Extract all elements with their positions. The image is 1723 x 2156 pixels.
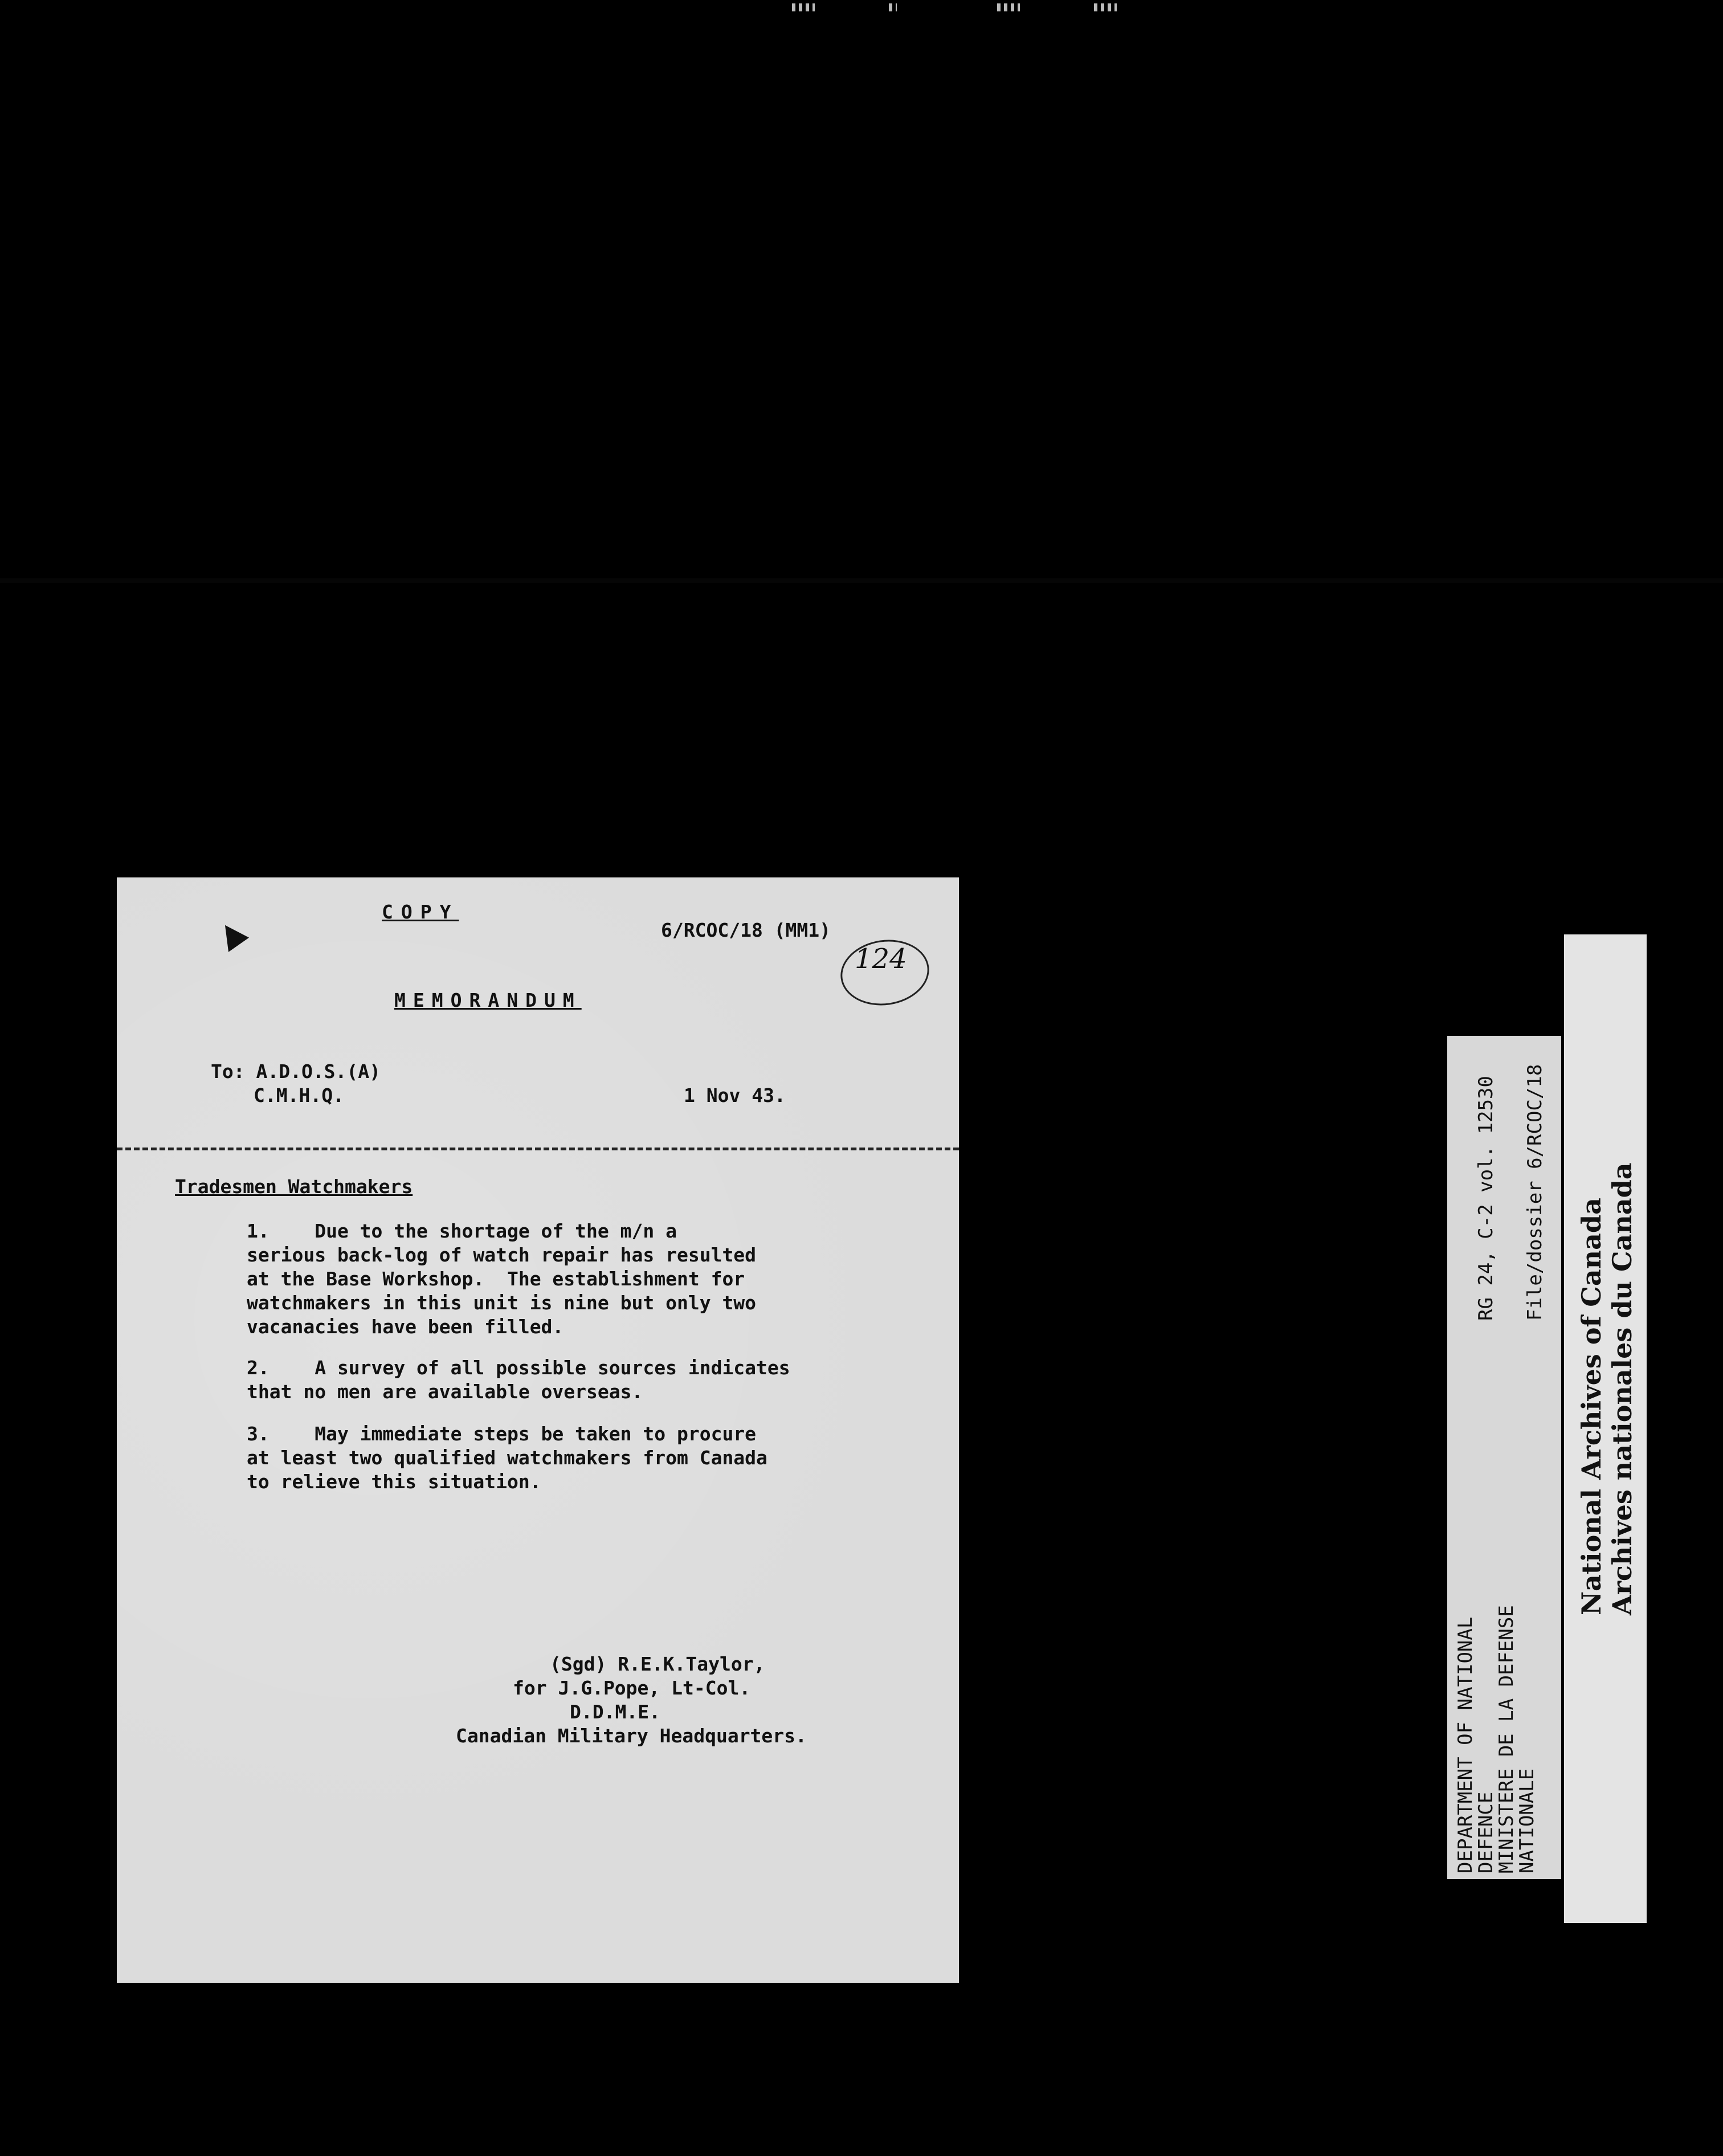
national-archives-label <box>1564 934 1647 1923</box>
file-reference: 6/RCOC/18 (MM1) <box>661 919 831 941</box>
para-line: serious back-log of watch repair has resulted <box>247 1244 757 1266</box>
header-rule <box>117 1148 959 1150</box>
para-line: at the Base Workshop. The establishment for <box>247 1268 745 1290</box>
to-line-2: C.M.H.Q. <box>254 1084 344 1106</box>
signature-line: for J.G.Pope, Lt-Col. <box>513 1677 751 1699</box>
para-line: to relieve this situation. <box>247 1471 541 1493</box>
folio-number: 124 <box>855 943 907 975</box>
film-edge-marks <box>786 0 1140 17</box>
archives-name-en: National Archives of Canada <box>1576 1198 1607 1615</box>
para-line: that no men are available overseas. <box>247 1381 643 1403</box>
para-line: vacanacies have been filled. <box>247 1316 564 1338</box>
archive-reference-slip <box>1447 1036 1561 1879</box>
para-line: watchmakers in this unit is nine but only two <box>247 1292 757 1314</box>
signature-line: D.D.M.E. <box>570 1701 660 1723</box>
dept-line: NATIONALE <box>1516 1768 1538 1873</box>
memo-page <box>117 877 959 1983</box>
record-group-ref: RG 24, C-2 vol. 12530 <box>1475 1076 1497 1321</box>
copy-label: COPY <box>382 901 459 923</box>
para-line: 2. A survey of all possible sources indicates <box>247 1357 790 1379</box>
para-line: 3. May immediate steps be taken to procure <box>247 1423 757 1445</box>
corner-mark <box>215 918 249 952</box>
signature-line: (Sgd) R.E.K.Taylor, <box>550 1653 765 1675</box>
dept-line: DEFENCE <box>1475 1791 1497 1873</box>
memo-title: MEMORANDUM <box>394 989 582 1011</box>
memo-date: 1 Nov 43. <box>684 1084 786 1106</box>
archives-name-fr: Archives nationales du Canada <box>1607 1162 1638 1615</box>
film-frame-divider <box>0 578 1723 583</box>
file-dossier-ref: File/dossier 6/RCOC/18 <box>1524 1064 1546 1321</box>
dept-line: MINISTERE DE LA DEFENSE <box>1495 1605 1518 1873</box>
para-line: 1. Due to the shortage of the m/n a <box>247 1220 677 1242</box>
subject-line: Tradesmen Watchmakers <box>175 1175 413 1198</box>
dept-line: DEPARTMENT OF NATIONAL <box>1454 1616 1477 1873</box>
signature-line: Canadian Military Headquarters. <box>456 1725 807 1747</box>
to-line-1: To: A.D.O.S.(A) <box>211 1060 381 1083</box>
para-line: at least two qualified watchmakers from Canada <box>247 1447 767 1469</box>
